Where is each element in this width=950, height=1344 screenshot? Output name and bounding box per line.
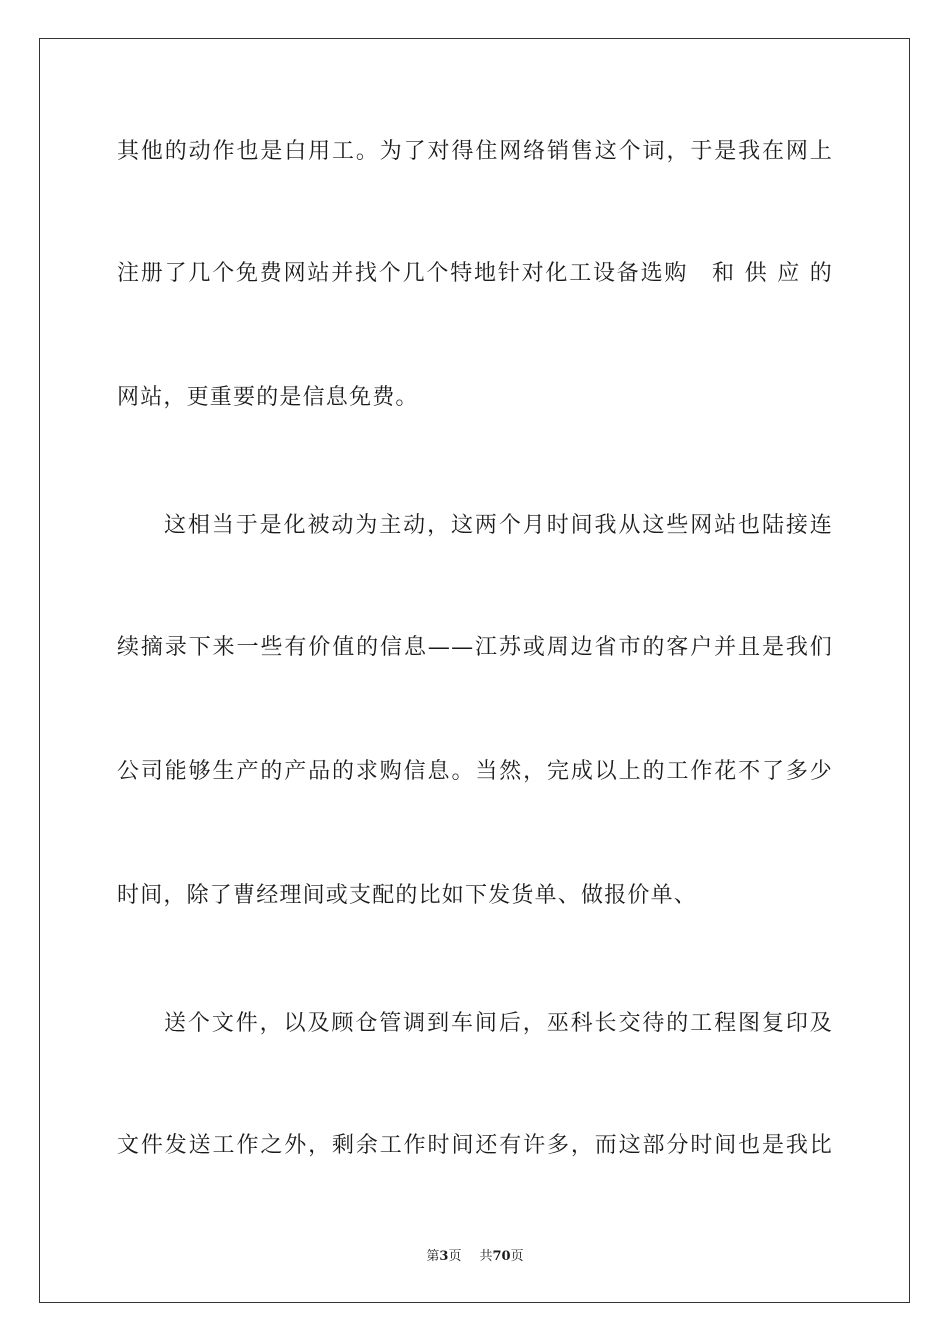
footer-total-suffix: 页 xyxy=(510,1249,524,1264)
text-line-1: 其他的动作也是白用工。为了对得住网络销售这个词，于是我在网上 xyxy=(117,139,833,164)
text-line-6: 公司能够生产的产品的求购信息。当然，完成以上的工作花不了多少 xyxy=(117,759,833,784)
page-border xyxy=(39,38,910,1303)
footer-total-prefix: 共 xyxy=(479,1249,493,1264)
text-line-7: 时间，除了曹经理间或支配的比如下发货单、做报价单、 xyxy=(117,883,698,908)
footer-total-number: 70 xyxy=(492,1249,511,1264)
footer-page-prefix: 第 xyxy=(426,1249,440,1264)
text-line-5: 续摘录下来一些有价值的信息——江苏或周边省市的客户并且是我们 xyxy=(117,635,833,660)
text-line-4: 这相当于是化被动为主动，这两个月时间我从这些网站也陆接连 xyxy=(164,513,833,538)
text-line-3: 网站，更重要的是信息免费。 xyxy=(117,385,419,410)
footer-page-suffix: 页 xyxy=(448,1249,462,1264)
text-line-9: 文件发送工作之外，剩余工作时间还有许多，而这部分时间也是我比 xyxy=(117,1133,833,1158)
footer-page-number: 3 xyxy=(439,1249,449,1264)
text-line-2: 注册了几个免费网站并找个几个特地针对化工设备选购 和 供 应 的 xyxy=(117,261,833,286)
page-footer xyxy=(0,1248,950,1266)
text-line-8: 送个文件，以及顾仓管调到车间后，巫科长交待的工程图复印及 xyxy=(164,1011,833,1036)
